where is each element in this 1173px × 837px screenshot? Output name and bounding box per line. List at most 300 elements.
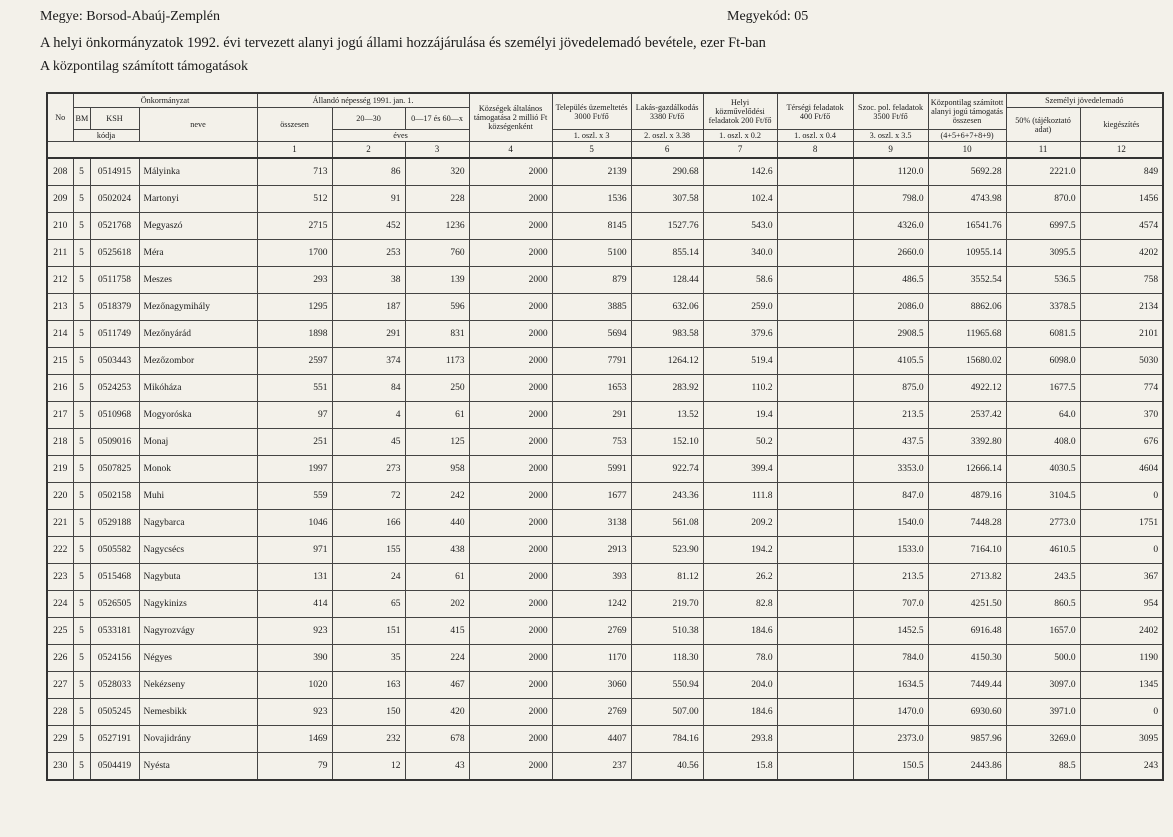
- tersegi-value: [777, 213, 853, 240]
- ksh-code: 0526505: [90, 591, 139, 618]
- lakas-value: 307.58: [631, 186, 703, 213]
- bm-code: 5: [73, 753, 90, 781]
- helyi-value: 50.2: [703, 429, 777, 456]
- telepules-value: 879: [552, 267, 631, 294]
- population-total: 1046: [257, 510, 332, 537]
- column-number: 10: [928, 142, 1006, 159]
- szoc-value: 1452.5: [853, 618, 928, 645]
- kiegeszites-value: 758: [1080, 267, 1163, 294]
- row-no: 227: [47, 672, 73, 699]
- lakas-value: 243.36: [631, 483, 703, 510]
- ksh-code: 0524156: [90, 645, 139, 672]
- lakas-value: 784.16: [631, 726, 703, 753]
- header-kodja: kódja: [73, 130, 139, 142]
- szja-50-value: 3104.5: [1006, 483, 1080, 510]
- telepules-value: 2769: [552, 699, 631, 726]
- szoc-value: 1533.0: [853, 537, 928, 564]
- kozsegek-support: 2000: [469, 483, 552, 510]
- helyi-value: 82.8: [703, 591, 777, 618]
- bm-code: 5: [73, 537, 90, 564]
- kozpontilag-total: 2537.42: [928, 402, 1006, 429]
- helyi-value: 293.8: [703, 726, 777, 753]
- lakas-value: 128.44: [631, 267, 703, 294]
- row-no: 230: [47, 753, 73, 781]
- row-no: 215: [47, 348, 73, 375]
- tersegi-value: [777, 158, 853, 186]
- header-onkormanyzat: Önkormányzat: [73, 93, 257, 108]
- kiegeszites-value: 0: [1080, 699, 1163, 726]
- row-no: 222: [47, 537, 73, 564]
- population-0-17-60: 139: [405, 267, 469, 294]
- table-row: [47, 213, 1163, 240]
- population-0-17-60: 320: [405, 158, 469, 186]
- row-no: 211: [47, 240, 73, 267]
- kozpontilag-total: 12666.14: [928, 456, 1006, 483]
- header-szja: Személyi jövedelemadó: [1006, 93, 1163, 108]
- kozsegek-support: 2000: [469, 537, 552, 564]
- row-no: 209: [47, 186, 73, 213]
- kozsegek-support: 2000: [469, 591, 552, 618]
- kiegeszites-value: 774: [1080, 375, 1163, 402]
- population-0-17-60: 596: [405, 294, 469, 321]
- population-20-30: 163: [332, 672, 405, 699]
- kiegeszites-value: 1345: [1080, 672, 1163, 699]
- tersegi-value: [777, 429, 853, 456]
- table-row: [47, 591, 1163, 618]
- kiegeszites-value: 4202: [1080, 240, 1163, 267]
- population-20-30: 291: [332, 321, 405, 348]
- lakas-value: 81.12: [631, 564, 703, 591]
- municipality-name: Nyésta: [139, 753, 257, 781]
- municipality-name: Nekézseny: [139, 672, 257, 699]
- population-0-17-60: 831: [405, 321, 469, 348]
- ksh-code: 0515468: [90, 564, 139, 591]
- table-row: [47, 267, 1163, 294]
- population-20-30: 232: [332, 726, 405, 753]
- column-number: 12: [1080, 142, 1163, 159]
- header-tersegi-formula: 1. oszl. x 0.4: [777, 130, 853, 142]
- lakas-value: 1264.12: [631, 348, 703, 375]
- population-20-30: 374: [332, 348, 405, 375]
- szja-50-value: 860.5: [1006, 591, 1080, 618]
- szja-50-value: 2773.0: [1006, 510, 1080, 537]
- column-number: 8: [777, 142, 853, 159]
- kozpontilag-total: 16541.76: [928, 213, 1006, 240]
- row-no: 226: [47, 645, 73, 672]
- kiegeszites-value: 676: [1080, 429, 1163, 456]
- kozsegek-support: 2000: [469, 672, 552, 699]
- telepules-value: 1170: [552, 645, 631, 672]
- header-ksh: KSH: [90, 108, 139, 130]
- helyi-value: 543.0: [703, 213, 777, 240]
- population-20-30: 166: [332, 510, 405, 537]
- helyi-value: 142.6: [703, 158, 777, 186]
- header-age-20-30: 20—30: [332, 108, 405, 130]
- kozpontilag-total: 6930.60: [928, 699, 1006, 726]
- szoc-value: 2086.0: [853, 294, 928, 321]
- szoc-value: 150.5: [853, 753, 928, 781]
- tersegi-value: [777, 618, 853, 645]
- population-total: 97: [257, 402, 332, 429]
- kozsegek-support: 2000: [469, 158, 552, 186]
- helyi-value: 19.4: [703, 402, 777, 429]
- lakas-value: 922.74: [631, 456, 703, 483]
- population-total: 251: [257, 429, 332, 456]
- helyi-value: 340.0: [703, 240, 777, 267]
- municipality-name: Mályinka: [139, 158, 257, 186]
- helyi-value: 110.2: [703, 375, 777, 402]
- telepules-value: 3885: [552, 294, 631, 321]
- szja-50-value: 4610.5: [1006, 537, 1080, 564]
- kozpontilag-total: 6916.48: [928, 618, 1006, 645]
- population-0-17-60: 760: [405, 240, 469, 267]
- kiegeszites-value: 1190: [1080, 645, 1163, 672]
- municipality-name: Négyes: [139, 645, 257, 672]
- kozpontilag-total: 4251.50: [928, 591, 1006, 618]
- kozsegek-support: 2000: [469, 267, 552, 294]
- population-total: 1469: [257, 726, 332, 753]
- tersegi-value: [777, 186, 853, 213]
- telepules-value: 1536: [552, 186, 631, 213]
- tersegi-value: [777, 321, 853, 348]
- szoc-value: 798.0: [853, 186, 928, 213]
- helyi-value: 26.2: [703, 564, 777, 591]
- row-no: 217: [47, 402, 73, 429]
- bm-code: 5: [73, 240, 90, 267]
- szja-50-value: 2221.0: [1006, 158, 1080, 186]
- population-0-17-60: 420: [405, 699, 469, 726]
- population-0-17-60: 43: [405, 753, 469, 781]
- population-total: 79: [257, 753, 332, 781]
- telepules-value: 2769: [552, 618, 631, 645]
- population-20-30: 452: [332, 213, 405, 240]
- lakas-value: 550.94: [631, 672, 703, 699]
- telepules-value: 2913: [552, 537, 631, 564]
- helyi-value: 15.8: [703, 753, 777, 781]
- szja-50-value: 243.5: [1006, 564, 1080, 591]
- bm-code: 5: [73, 483, 90, 510]
- kiegeszites-value: 1456: [1080, 186, 1163, 213]
- kozsegek-support: 2000: [469, 726, 552, 753]
- table-row: [47, 294, 1163, 321]
- population-total: 2715: [257, 213, 332, 240]
- population-20-30: 151: [332, 618, 405, 645]
- kiegeszites-value: 849: [1080, 158, 1163, 186]
- table-row: [47, 672, 1163, 699]
- row-no: 213: [47, 294, 73, 321]
- bm-code: 5: [73, 591, 90, 618]
- table-row: [47, 348, 1163, 375]
- kozsegek-support: 2000: [469, 564, 552, 591]
- population-20-30: 72: [332, 483, 405, 510]
- lakas-value: 152.10: [631, 429, 703, 456]
- kozsegek-support: 2000: [469, 240, 552, 267]
- lakas-value: 13.52: [631, 402, 703, 429]
- population-total: 414: [257, 591, 332, 618]
- population-20-30: 38: [332, 267, 405, 294]
- kiegeszites-value: 367: [1080, 564, 1163, 591]
- municipality-name: Megyaszó: [139, 213, 257, 240]
- municipality-name: Nemesbikk: [139, 699, 257, 726]
- header-kozsegek: Községek általános támogatása 2 millió Ft községenként: [469, 93, 552, 142]
- bm-code: 5: [73, 348, 90, 375]
- szoc-value: 784.0: [853, 645, 928, 672]
- municipality-name: Mezőnyárád: [139, 321, 257, 348]
- population-0-17-60: 228: [405, 186, 469, 213]
- tersegi-value: [777, 672, 853, 699]
- population-20-30: 273: [332, 456, 405, 483]
- population-0-17-60: 467: [405, 672, 469, 699]
- ksh-code: 0504419: [90, 753, 139, 781]
- telepules-value: 5694: [552, 321, 631, 348]
- population-0-17-60: 678: [405, 726, 469, 753]
- kiegeszites-value: 954: [1080, 591, 1163, 618]
- bm-code: 5: [73, 158, 90, 186]
- bm-code: 5: [73, 186, 90, 213]
- kozpontilag-total: 7448.28: [928, 510, 1006, 537]
- helyi-value: 184.6: [703, 618, 777, 645]
- ksh-code: 0511758: [90, 267, 139, 294]
- kozpontilag-total: 2713.82: [928, 564, 1006, 591]
- ksh-code: 0528033: [90, 672, 139, 699]
- population-total: 551: [257, 375, 332, 402]
- szja-50-value: 3378.5: [1006, 294, 1080, 321]
- ksh-code: 0505245: [90, 699, 139, 726]
- population-total: 923: [257, 699, 332, 726]
- header-tersegi: Térségi feladatok 400 Ft/fő: [777, 93, 853, 130]
- table-row: [47, 699, 1163, 726]
- row-no: 210: [47, 213, 73, 240]
- lakas-value: 561.08: [631, 510, 703, 537]
- population-0-17-60: 61: [405, 564, 469, 591]
- column-number: 3: [405, 142, 469, 159]
- szoc-value: 2908.5: [853, 321, 928, 348]
- szoc-value: 213.5: [853, 564, 928, 591]
- column-number: 5: [552, 142, 631, 159]
- bm-code: 5: [73, 510, 90, 537]
- municipality-name: Monaj: [139, 429, 257, 456]
- row-no: 223: [47, 564, 73, 591]
- column-number: 2: [332, 142, 405, 159]
- tersegi-value: [777, 753, 853, 781]
- header-telepules-formula: 1. oszl. x 3: [552, 130, 631, 142]
- header-szoc: Szoc. pol. feladatok 3500 Ft/fő: [853, 93, 928, 130]
- table-row: [47, 510, 1163, 537]
- telepules-value: 5991: [552, 456, 631, 483]
- lakas-value: 855.14: [631, 240, 703, 267]
- table-row: [47, 240, 1163, 267]
- ksh-code: 0510968: [90, 402, 139, 429]
- telepules-value: 8145: [552, 213, 631, 240]
- ksh-code: 0507825: [90, 456, 139, 483]
- helyi-value: 379.6: [703, 321, 777, 348]
- tersegi-value: [777, 645, 853, 672]
- szoc-value: 847.0: [853, 483, 928, 510]
- table-row: [47, 483, 1163, 510]
- header-kiegeszites: kiegészítés: [1080, 108, 1163, 142]
- ksh-code: 0527191: [90, 726, 139, 753]
- szoc-value: 1470.0: [853, 699, 928, 726]
- municipality-name: Martonyi: [139, 186, 257, 213]
- row-no: 225: [47, 618, 73, 645]
- bm-code: 5: [73, 429, 90, 456]
- column-number: 7: [703, 142, 777, 159]
- ksh-code: 0502158: [90, 483, 139, 510]
- telepules-value: 393: [552, 564, 631, 591]
- population-total: 1020: [257, 672, 332, 699]
- ksh-code: 0529188: [90, 510, 139, 537]
- helyi-value: 102.4: [703, 186, 777, 213]
- kozpontilag-total: 5692.28: [928, 158, 1006, 186]
- row-no: 216: [47, 375, 73, 402]
- table-row: [47, 186, 1163, 213]
- header-helyi: Helyi közművelődési feladatok 200 Ft/fő: [703, 93, 777, 130]
- kozsegek-support: 2000: [469, 618, 552, 645]
- header-szja-50: 50% (tájékoztató adat): [1006, 108, 1080, 142]
- szja-50-value: 64.0: [1006, 402, 1080, 429]
- helyi-value: 519.4: [703, 348, 777, 375]
- bm-code: 5: [73, 564, 90, 591]
- population-total: 1700: [257, 240, 332, 267]
- lakas-value: 283.92: [631, 375, 703, 402]
- population-0-17-60: 415: [405, 618, 469, 645]
- municipality-name: Mezőzombor: [139, 348, 257, 375]
- row-no: 220: [47, 483, 73, 510]
- szja-50-value: 1677.5: [1006, 375, 1080, 402]
- municipality-name: Mikóháza: [139, 375, 257, 402]
- lakas-value: 290.68: [631, 158, 703, 186]
- tersegi-value: [777, 591, 853, 618]
- bm-code: 5: [73, 726, 90, 753]
- row-no: 229: [47, 726, 73, 753]
- kozsegek-support: 2000: [469, 645, 552, 672]
- kozpontilag-total: 9857.96: [928, 726, 1006, 753]
- telepules-value: 3060: [552, 672, 631, 699]
- bm-code: 5: [73, 267, 90, 294]
- lakas-value: 983.58: [631, 321, 703, 348]
- population-20-30: 45: [332, 429, 405, 456]
- kozpontilag-total: 3552.54: [928, 267, 1006, 294]
- population-20-30: 187: [332, 294, 405, 321]
- tersegi-value: [777, 375, 853, 402]
- szja-50-value: 88.5: [1006, 753, 1080, 781]
- telepules-value: 291: [552, 402, 631, 429]
- lakas-value: 219.70: [631, 591, 703, 618]
- helyi-value: 78.0: [703, 645, 777, 672]
- szja-50-value: 536.5: [1006, 267, 1080, 294]
- telepules-value: 3138: [552, 510, 631, 537]
- row-no: 214: [47, 321, 73, 348]
- tersegi-value: [777, 456, 853, 483]
- tersegi-value: [777, 348, 853, 375]
- municipality-name: Novajidrány: [139, 726, 257, 753]
- header-no: No: [47, 93, 73, 142]
- kozpontilag-total: 3392.80: [928, 429, 1006, 456]
- kiegeszites-value: 2101: [1080, 321, 1163, 348]
- ksh-code: 0502024: [90, 186, 139, 213]
- municipality-name: Nagykinizs: [139, 591, 257, 618]
- population-20-30: 84: [332, 375, 405, 402]
- szoc-value: 4105.5: [853, 348, 928, 375]
- szja-50-value: 4030.5: [1006, 456, 1080, 483]
- tersegi-value: [777, 726, 853, 753]
- telepules-value: 4407: [552, 726, 631, 753]
- header-neve: neve: [139, 108, 257, 142]
- population-total: 713: [257, 158, 332, 186]
- population-total: 131: [257, 564, 332, 591]
- kozsegek-support: 2000: [469, 213, 552, 240]
- helyi-value: 111.8: [703, 483, 777, 510]
- ksh-code: 0509016: [90, 429, 139, 456]
- table-row: [47, 456, 1163, 483]
- szoc-value: 437.5: [853, 429, 928, 456]
- ksh-code: 0524253: [90, 375, 139, 402]
- page-title: A helyi önkormányzatok 1992. évi tervezett alanyi jogú állami hozzájárulása és személyi jövedelemadó bevétele, ezer Ft-ban: [40, 35, 766, 51]
- bm-code: 5: [73, 375, 90, 402]
- tersegi-value: [777, 402, 853, 429]
- population-0-17-60: 202: [405, 591, 469, 618]
- data-table: [46, 92, 1164, 781]
- row-no: 228: [47, 699, 73, 726]
- kozpontilag-total: 7164.10: [928, 537, 1006, 564]
- tersegi-value: [777, 537, 853, 564]
- ksh-code: 0514915: [90, 158, 139, 186]
- szja-50-value: 870.0: [1006, 186, 1080, 213]
- population-total: 2597: [257, 348, 332, 375]
- table-row: [47, 537, 1163, 564]
- lakas-value: 523.90: [631, 537, 703, 564]
- telepules-value: 1677: [552, 483, 631, 510]
- telepules-value: 1242: [552, 591, 631, 618]
- szja-50-value: 500.0: [1006, 645, 1080, 672]
- szja-50-value: 6997.5: [1006, 213, 1080, 240]
- population-total: 1997: [257, 456, 332, 483]
- bm-code: 5: [73, 699, 90, 726]
- header-kozpontilag: Központilag számított alanyi jogú támogatás összesen: [928, 93, 1006, 130]
- population-20-30: 12: [332, 753, 405, 781]
- helyi-value: 58.6: [703, 267, 777, 294]
- tersegi-value: [777, 240, 853, 267]
- table-row: [47, 645, 1163, 672]
- municipality-name: Nagyrozvágy: [139, 618, 257, 645]
- header-telepules: Település üzemeltetés 3000 Ft/fő: [552, 93, 631, 130]
- population-20-30: 155: [332, 537, 405, 564]
- population-20-30: 65: [332, 591, 405, 618]
- population-0-17-60: 250: [405, 375, 469, 402]
- bm-code: 5: [73, 213, 90, 240]
- table-row: [47, 618, 1163, 645]
- population-total: 1295: [257, 294, 332, 321]
- table-row: [47, 564, 1163, 591]
- szoc-value: 4326.0: [853, 213, 928, 240]
- municipality-name: Muhi: [139, 483, 257, 510]
- municipality-name: Nagybuta: [139, 564, 257, 591]
- kozsegek-support: 2000: [469, 699, 552, 726]
- kozpontilag-total: 10955.14: [928, 240, 1006, 267]
- table-row: [47, 429, 1163, 456]
- szoc-value: 486.5: [853, 267, 928, 294]
- municipality-name: Mogyoróska: [139, 402, 257, 429]
- kiegeszites-value: 1751: [1080, 510, 1163, 537]
- population-total: 559: [257, 483, 332, 510]
- population-20-30: 91: [332, 186, 405, 213]
- bm-code: 5: [73, 645, 90, 672]
- kiegeszites-value: 4574: [1080, 213, 1163, 240]
- population-total: 1898: [257, 321, 332, 348]
- kiegeszites-value: 2402: [1080, 618, 1163, 645]
- municipality-name: Méra: [139, 240, 257, 267]
- tersegi-value: [777, 564, 853, 591]
